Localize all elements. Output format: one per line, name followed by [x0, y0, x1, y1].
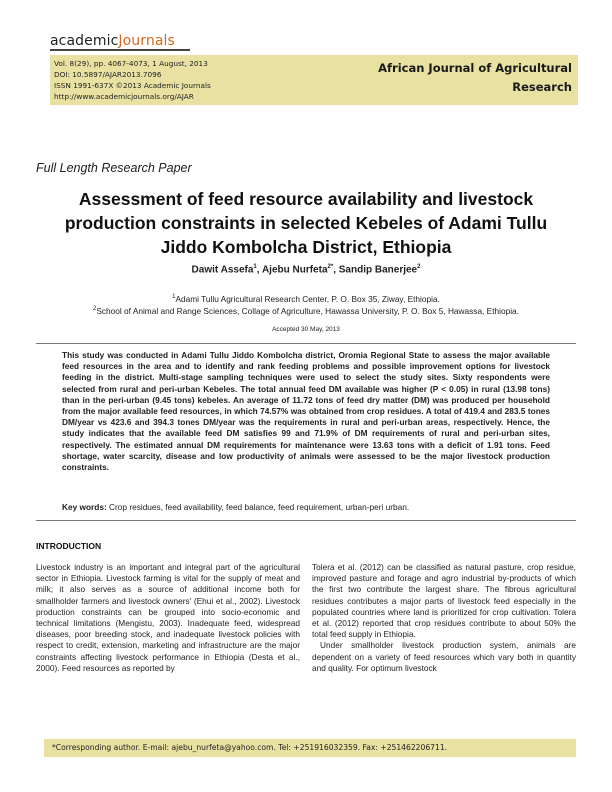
- accepted-date: Accepted 30 May, 2013: [272, 326, 340, 333]
- author-separator: ,: [256, 264, 262, 276]
- author-separator: ,: [333, 264, 339, 276]
- body-column-left: [36, 562, 300, 674]
- journal-url-link[interactable]: http://www.academicjournals.org/AJAR: [54, 92, 194, 101]
- author-list: [40, 264, 572, 275]
- volume-line: Vol. 8(29), pp. 4067-4073, 1 August, 2013: [54, 59, 208, 68]
- journal-name: [352, 59, 572, 97]
- affiliation: [40, 294, 572, 304]
- body-paragraph: Tolera et al. (2012) can be classified as natural pasture, crop residue, improved pasture and forage and agro industrial by-products of which the first two contribute the largest share. The fibrous agricultural residues contributes a major parts of livestock feed especially in the populated countries where land is prioritized for crop cultivation. Tolera et al. (2012) reported that crop residues contribute to about 50% the total feed supply in Ethiopia.: [312, 562, 576, 640]
- issn-line: ISSN 1991-637X ©2013 Academic Journals: [54, 81, 211, 90]
- author-affiliation-mark: 2: [417, 264, 421, 270]
- author-name: Ajebu Nurfeta: [261, 264, 328, 276]
- body-paragraph: Livestock industry is an important and integral part of the agricultural sector in Ethiopia. Livestock farming is vital for the supply of meat and milk; it also serves as a source of additional income both for smallholder farmers and livestock owners' (Ehui et al., 2002). Livestock production constraints can be grouped into socio-economic and technical limitations (Mengistu, 2003). Inadequate feed, widespread diseases, poor breeding stock, and inadequate livestock policies with respect to credit, extension, marketing and infrastructure are the major constraints affecting livestock performance in Ethiopia (Desta et al., 2000). Feed resources as reported by: [36, 562, 300, 673]
- author-name: Sandip Banerjee: [338, 264, 418, 276]
- affiliation-number: 2: [93, 306, 97, 313]
- publisher-logo: [50, 33, 175, 49]
- abstract: This study was conducted in Adami Tullu Jiddo Kombolcha district, Oromia Regional State to assess the major available feed resources in the area and to identify and rank feeding problems and possible improvement options for livestock feeding in the district. Multi-stage sampling techniques were used to select the study sites. Sixty respondents were selected from rural and peri-urban Kebeles. The total annual feed DM available was higher (P < 0.05) in rural (13.98 tons) than in the peri-urban (9.45 tons) kebeles. An average of 11.72 tons of feed dry matter (DM) was produced per household from the major available feed resources, in which 74.57% was obtained from crop residues. A total of 419.4 and 283.5 tones DM/year vs 423.6 and 394.3 tones DM/year was the requirements in rural and peri-urban areas, respectively. Hence, the study indicates that the available feed DM satisfies 99 and 71.9% of DM requirements of rural and peri-urban sites, respectively. The estimated annual DM requirements for maintenance were 13.63 tons with a deficit of 1.91 tons. Feed shortage, water scarcity, disease and low productivity of animals were assessed to be the major livestock production constraints.: [62, 350, 550, 473]
- keywords: [62, 502, 550, 512]
- paper-title: Assessment of feed resource availability and livestock production constraints in selected Kebeles of Adami Tullu Jiddo Kombolcha District, Ethiopia: [64, 189, 548, 257]
- affiliation: [40, 306, 572, 316]
- publisher-logo-suffix: Journals: [118, 33, 175, 49]
- paper-type: Full Length Research Paper: [36, 161, 192, 175]
- author-name: Dawit Assefa: [191, 264, 254, 276]
- journal-name-line2: Research: [512, 80, 572, 94]
- corresponding-author-note: *Corresponding author. E-mail: ajebu_nurfeta@yahoo.com. Tel: +251916032359. Fax: +251462206711.: [52, 743, 448, 752]
- keywords-text: Crop residues, feed availability, feed balance, feed requirement, urban-peri urban.: [106, 502, 410, 512]
- affiliation-number: 1: [172, 294, 176, 301]
- logo-underline: [50, 49, 190, 51]
- article-meta: [54, 58, 211, 102]
- body-paragraph: Under smallholder livestock production system, animals are dependent on a variety of feed resources which vary both in quantity and quality. For optimum livestock: [312, 640, 576, 673]
- affiliation-text: Adami Tullu Agricultural Research Center, P. O. Box 35, Ziway, Ethiopia.: [175, 294, 440, 304]
- author-affiliation-mark: 1: [253, 264, 257, 270]
- journal-name-line1: African Journal of Agricultural: [378, 61, 572, 75]
- publisher-logo-prefix: academic: [50, 33, 119, 49]
- abstract-bottom-rule: [36, 520, 576, 521]
- author-affiliation-mark: 2*: [327, 264, 334, 270]
- keywords-label: Key words:: [62, 502, 107, 512]
- affiliation-text: School of Animal and Range Sciences, Collage of Agriculture, Hawassa University, P. O. Box 5, Hawassa, Ethiopia.: [96, 306, 519, 316]
- body-column-right: [312, 562, 576, 674]
- introduction-heading: INTRODUCTION: [36, 541, 102, 551]
- doi-line: DOI: 10.5897/AJAR2013.7096: [54, 70, 162, 79]
- abstract-top-rule: [36, 343, 576, 344]
